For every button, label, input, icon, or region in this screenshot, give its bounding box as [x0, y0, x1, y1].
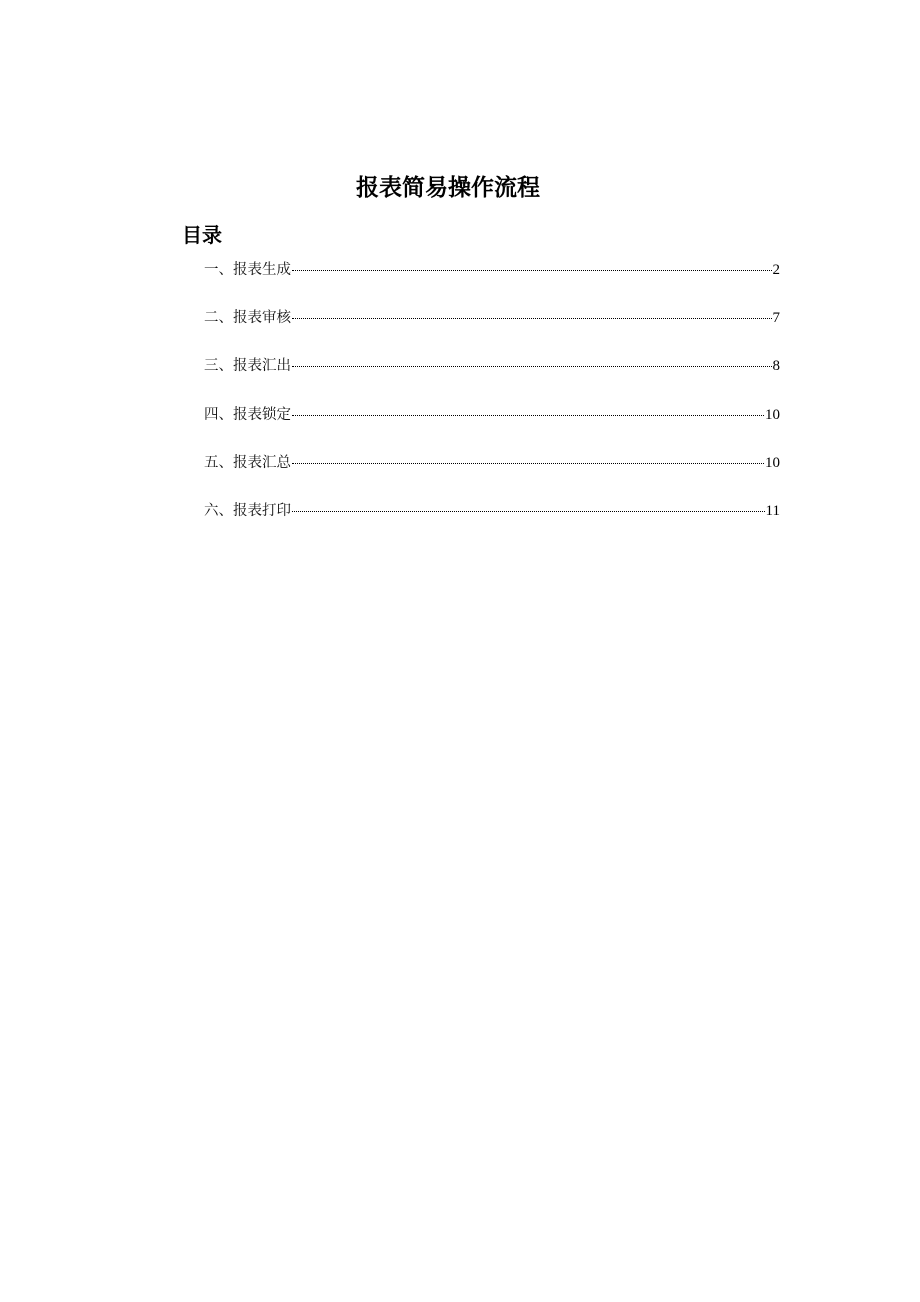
toc-entry[interactable] [204, 451, 780, 499]
toc-entry-label: 二、报表审核 [204, 310, 291, 327]
toc-entry-label: 四、报表锁定 [204, 406, 291, 423]
toc-entry[interactable] [204, 306, 780, 354]
toc-entry-label: 三、报表汇出 [204, 358, 291, 375]
dot-leader [292, 366, 772, 367]
dot-leader [292, 511, 765, 512]
table-of-contents [204, 258, 780, 547]
toc-entry[interactable] [204, 499, 780, 547]
toc-entry-page: 2 [772, 262, 780, 278]
document-title: 报表简易操作流程 [356, 175, 540, 201]
toc-entry[interactable] [204, 354, 780, 402]
toc-entry-label: 一、报表生成 [204, 262, 291, 278]
dot-leader [292, 415, 764, 416]
toc-entry-page: 10 [765, 454, 780, 471]
toc-entry[interactable] [204, 258, 780, 306]
toc-entry[interactable] [204, 403, 780, 451]
toc-entry-page: 11 [765, 502, 780, 519]
dot-leader [292, 463, 764, 464]
dot-leader [292, 270, 772, 271]
toc-entry-page: 10 [765, 406, 780, 423]
toc-entry-page: 7 [772, 310, 780, 327]
toc-heading: 目录 [182, 223, 222, 247]
toc-entry-page: 8 [772, 358, 780, 375]
toc-entry-label: 六、报表打印 [204, 502, 291, 519]
toc-entry-label: 五、报表汇总 [204, 454, 291, 471]
dot-leader [292, 318, 772, 319]
